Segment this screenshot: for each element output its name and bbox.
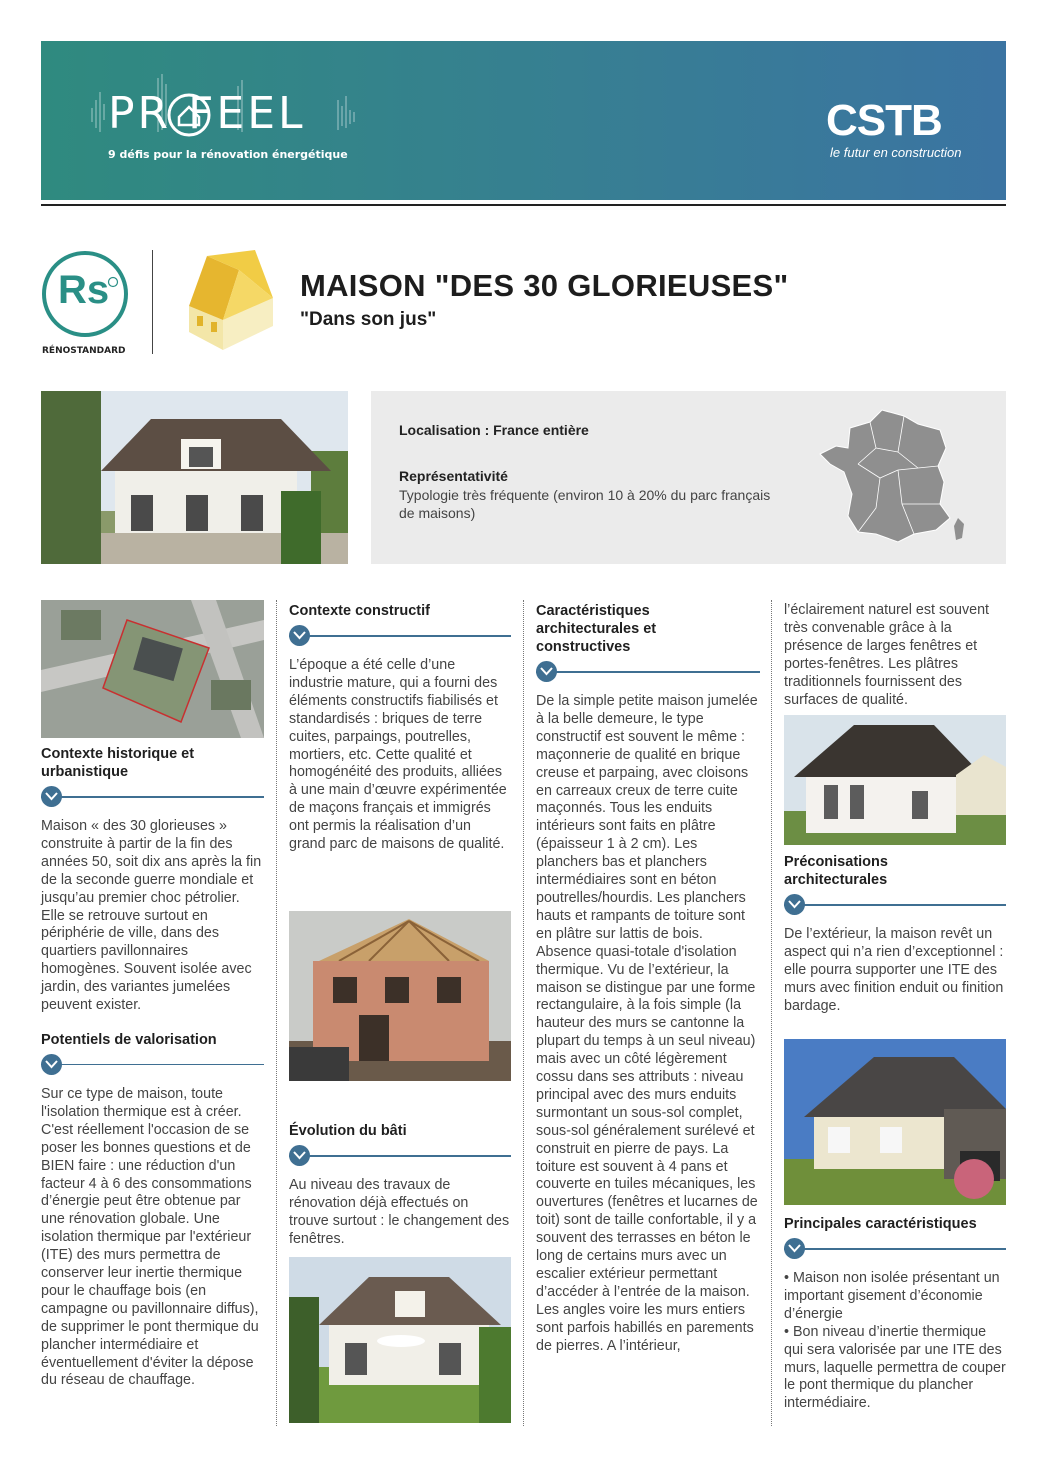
heading-caracteristiques: Caractéristiques architecturales et constructives bbox=[536, 603, 657, 655]
section-marker bbox=[289, 1145, 511, 1167]
house-photo-3 bbox=[784, 1039, 1006, 1205]
chevron-down-icon bbox=[45, 792, 58, 801]
section-marker bbox=[41, 1054, 264, 1076]
header-rule bbox=[41, 204, 1006, 206]
house-icon bbox=[185, 250, 277, 352]
chevron-down-icon bbox=[540, 667, 553, 676]
chevron-down-icon bbox=[788, 1244, 801, 1253]
house-photo bbox=[41, 391, 348, 564]
column-2b bbox=[289, 1122, 511, 1249]
heading-potentiels: Potentiels de valorisation bbox=[41, 1031, 217, 1048]
house-photo-2 bbox=[784, 715, 1006, 845]
renostandard-label: RÉNOSTANDARD bbox=[42, 346, 126, 356]
france-map-icon bbox=[818, 408, 968, 548]
section-marker bbox=[536, 661, 760, 683]
profeel-tagline: 9 défis pour la rénovation énergétique bbox=[108, 148, 348, 161]
heading-principales: Principales caractéristiques bbox=[784, 1216, 977, 1232]
text-contexte-constructif: L’époque a été celle d’une industrie mature, qui a fourni des éléments constructifs fiabilisés et standardisés : briques de terre cuites, parpaings, poutrelles, mortiers, etc. Cette qualité et homogénéité des produits, alliées à une main d’œuvre expérimentée de maçons français et immigrés ont permis la réalisation d’un grand parc de maisons de qualité. bbox=[289, 657, 507, 853]
text-caracteristiques: De la simple petite maison jumelée à la belle demeure, le type constructif est souvent le même : maçonnerie de qualité en brique creuse et parpaing, avec cloisons en carreaux creux de terre cuite maçonnés. Tous les enduits intérieurs sont faits en plâtre (épaisseur 1 à 2 cm). Les planchers bas et planchers intermédiaires sont en béton poutrelles/hourdis. Les planchers hauts et rampants de toiture sont en plâtre sur lattis de bois. Absence quasi-totale d'isolation thermique. Vu de l’extérieur, la maison se distingue par une forme rectangulaire, à la fois simple (la hauteur des murs se cantonne la plupart du temps à un seul niveau) mais avec un côté légèrement cossu dans ses attributs : niveau principal avec des murs enduits surmontant un sous-sol complet, sous-sol généralement surélevé et construit en pierre de pays. La toiture est souvent à 4 pans et couverte en tuiles mécaniques, les ouvertures (fenêtres et lucarnes de toit) sont de taille confortable, il y a souvent des terrasses en béton le long de certains murs avec un escalier extérieur permettant d’accéder à l’entrée de la maison. Les angles voire les murs entiers sont parfois habillés en parements de pierres. A l’intérieur, bbox=[536, 693, 758, 1354]
info-representativite-text: Typologie très fréquente (environ 10 à 20% du parc français de maisons) bbox=[399, 487, 771, 521]
text-contexte-historique: Maison « des 30 glorieuses » construite à partir de la fin des années 50, soit dix ans après la fin de la seconde guerre mondiale et jusqu’au premier choc pétrolier. Elle se retrouve surtout en périphérie de ville, dans des quartiers pavillonnaires homogènes. Souvent isolée avec jardin, des variantes jumelées peuvent exister. bbox=[41, 818, 262, 1014]
profeel-logo: PR FEEL bbox=[108, 88, 306, 139]
title-separator bbox=[152, 250, 153, 354]
heading-evolution: Évolution du bâti bbox=[289, 1123, 407, 1139]
column-4b bbox=[784, 853, 1006, 1016]
construction-photo bbox=[289, 911, 511, 1081]
chevron-down-icon bbox=[45, 1060, 58, 1069]
column-3 bbox=[536, 602, 760, 1356]
column-1 bbox=[41, 745, 264, 1390]
renovated-house-photo bbox=[289, 1257, 511, 1423]
text-evolution: Au niveau des travaux de rénovation déjà effectués on trouve surtout : le changement des fenêtres. bbox=[289, 1177, 510, 1247]
column-4c bbox=[784, 1215, 1006, 1413]
cstb-logo: CSTB bbox=[826, 96, 942, 145]
column-2 bbox=[289, 602, 511, 854]
chevron-down-icon bbox=[293, 631, 306, 640]
info-localisation: Localisation : France entière bbox=[399, 422, 589, 438]
heading-preconisations: Préconisations architecturales bbox=[784, 854, 888, 888]
section-marker bbox=[784, 894, 1006, 916]
heading-contexte-historique: Contexte historique et urbanistique bbox=[41, 746, 195, 780]
chevron-down-icon bbox=[293, 1151, 306, 1160]
aerial-photo bbox=[41, 600, 264, 738]
text-principales: • Maison non isolée présentant un important gisement d’économie d’énergie • Bon niveau d’inertie thermique qui sera valorisée par une ITE des murs, laquelle permettra de couper le pont thermique du plancher intermédiaire. bbox=[784, 1270, 1006, 1412]
renostandard-letters: Rs bbox=[58, 268, 110, 312]
small-circle-icon bbox=[107, 276, 119, 288]
page-title: MAISON "DES 30 GLORIEUSES" bbox=[300, 268, 789, 303]
info-representativite-title: Représentativité bbox=[399, 468, 508, 484]
text-potentiels: Sur ce type de maison, toute l'isolation thermique est à créer. C'est réellement l'occasion de se poser les bonnes questions et de BIEN faire : une réduction d'un facteur 4 à 6 des consommations d’énergie peut être obtenue par une rénovation globale. Une isolation thermique par l'extérieur (ITE) des murs permettra de conserver leur inertie thermique pour le chauffage bois (en campagne ou pavillonnaire diffus), de supprimer le pont thermique du plancher intermédiaire et éventuellement d'éviter la dépose du réseau de chauffage. bbox=[41, 1085, 259, 1389]
column-separator bbox=[276, 600, 277, 1426]
section-marker bbox=[41, 786, 264, 808]
text-preconisations: De l’extérieur, la maison revêt un aspect qui n’a rien d’exceptionnel : elle pourra supporter une ITE des murs avec finition enduit ou finition bardage. bbox=[784, 926, 1004, 1014]
section-marker bbox=[289, 625, 511, 647]
column-4 bbox=[784, 602, 1006, 709]
page-subtitle: "Dans son jus" bbox=[300, 309, 437, 330]
column-separator bbox=[771, 600, 772, 1426]
cstb-tagline: le futur en construction bbox=[830, 145, 962, 160]
heading-contexte-constructif: Contexte constructif bbox=[289, 603, 430, 619]
house-o-icon bbox=[166, 92, 212, 138]
section-marker bbox=[784, 1238, 1006, 1260]
column-separator bbox=[523, 600, 524, 1426]
chevron-down-icon bbox=[788, 900, 801, 909]
text-eclairement: l’éclairement naturel est souvent très convenable grâce à la présence de larges fenêtres et portes-fenêtres. Les plâtres traditionnels fournissent des surfaces de qualité. bbox=[784, 602, 990, 708]
